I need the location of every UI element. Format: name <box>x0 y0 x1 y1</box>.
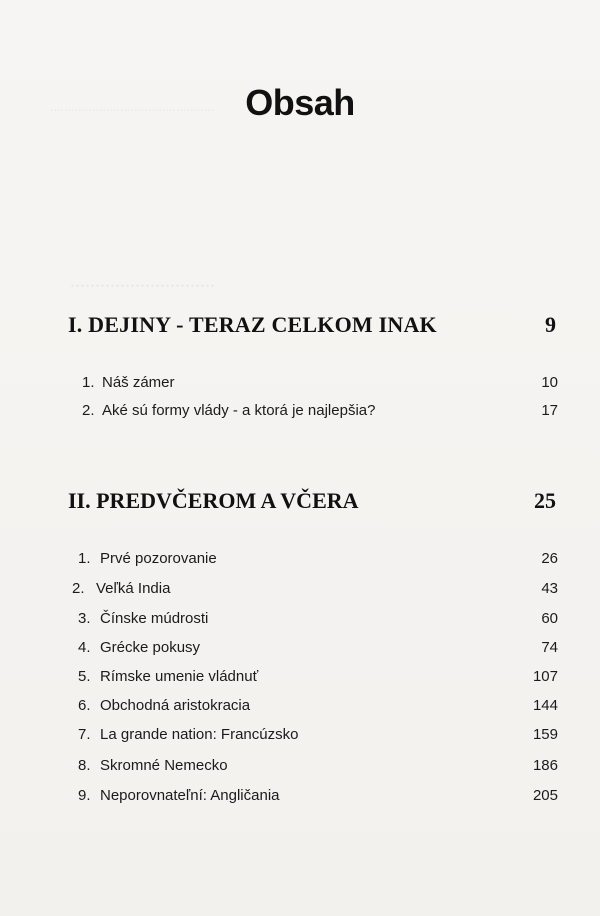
entry-page-number: 186 <box>532 757 558 774</box>
toc-entry <box>78 726 558 748</box>
toc-entry <box>72 580 558 602</box>
section-label: I. DEJINY - TERAZ CELKOM INAK <box>68 312 437 337</box>
entry-title: Prvé pozorovanie <box>100 550 217 567</box>
section-page-number: 25 <box>534 488 556 513</box>
entry-number: 1. <box>82 374 95 391</box>
toc-entry <box>78 402 558 424</box>
entry-page-number: 144 <box>532 697 558 714</box>
page-title: Obsah <box>245 82 355 123</box>
entry-page-number: 10 <box>541 374 558 391</box>
entry-number: 7. <box>78 726 91 743</box>
toc-entry <box>78 757 558 779</box>
entry-page-number: 60 <box>541 610 558 627</box>
entry-number: 9. <box>78 787 91 804</box>
entry-title: Grécke pokusy <box>100 639 201 656</box>
toc-entry <box>78 697 558 719</box>
entry-page-number: 26 <box>541 550 558 567</box>
entry-title: Obchodná aristokracia <box>100 697 251 714</box>
entry-title: La grande nation: Francúzsko <box>100 726 299 743</box>
entry-page-number: 43 <box>541 580 558 597</box>
show-through-text: ............................. <box>70 270 215 292</box>
entry-number: 2. <box>72 580 85 597</box>
entry-title: Neporovnateľní: Angličania <box>100 787 280 804</box>
entry-number: 4. <box>78 639 91 656</box>
entry-title: Rímske umenie vládnuť <box>100 668 259 685</box>
entry-number: 3. <box>78 610 91 627</box>
entry-number: 2. <box>82 402 95 419</box>
section-page-number: 9 <box>545 312 556 337</box>
toc-entry <box>78 787 558 809</box>
entry-title: Čínske múdrosti <box>100 610 209 627</box>
toc-entry <box>78 639 558 661</box>
entry-number: 6. <box>78 697 91 714</box>
toc-entry <box>78 550 558 572</box>
entry-page-number: 107 <box>532 668 558 685</box>
entry-page-number: 205 <box>532 787 558 804</box>
toc-entry <box>78 668 558 690</box>
entry-title: Veľká India <box>96 580 171 597</box>
entry-page-number: 74 <box>541 639 558 656</box>
entry-page-number: 159 <box>532 726 558 743</box>
entry-number: 1. <box>78 550 91 567</box>
entry-number: 8. <box>78 757 91 774</box>
toc-entry <box>78 374 558 396</box>
entry-number: 5. <box>78 668 91 685</box>
entry-title: Aké sú formy vlády - a ktorá je najlepšia? <box>102 402 376 419</box>
entry-page-number: 17 <box>541 402 558 419</box>
show-through-text: ............................................... <box>50 100 215 115</box>
entry-title: Skromné Nemecko <box>100 757 228 774</box>
toc-entry <box>78 610 558 632</box>
entry-title: Náš zámer <box>102 374 175 391</box>
section-label: II. PREDVČEROM A VČERA <box>68 488 359 513</box>
